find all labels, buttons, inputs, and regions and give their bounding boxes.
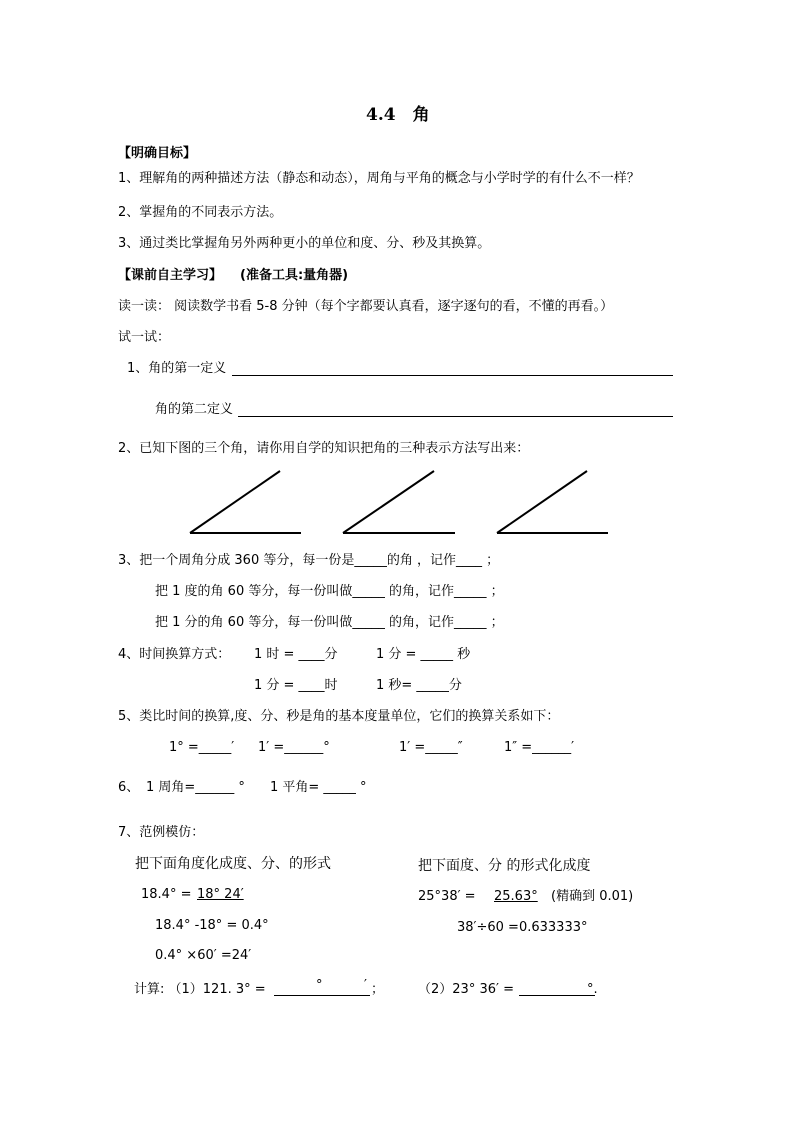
q5-prompt: 5、类比时间的换算,度、分、秒是角的基本度量单位，它们的换算关系如下： — [118, 709, 560, 724]
q1-first-definition-blank[interactable] — [232, 375, 673, 376]
example-left-step-1-lhs: 18.4° = — [141, 887, 192, 902]
q1-second-definition-label: 角的第二定义 — [155, 402, 234, 417]
calc-2-answer-blank[interactable] — [519, 995, 595, 996]
angle-figures — [180, 465, 620, 540]
calc-1-end: ； — [371, 982, 385, 997]
angle-2-slant-ray — [343, 471, 434, 533]
q2-prompt: 2、已知下图的三个角，请你用自学的知识把角的三种表示方法写出来： — [118, 441, 530, 456]
q3-line-2: 把 1 度的角 60 等分，每一份叫做_____ 的角，记作_____ ； — [155, 584, 504, 599]
q4-label: 4、时间换算方式： — [118, 647, 231, 662]
q6-label: 6、 — [118, 780, 140, 795]
goal-1: 1、理解角的两种描述方法（静态和动态），周角与平角的概念与小学时学的有什么不一样？ — [118, 171, 640, 186]
q4-hour-to-min: 1 时 = ____分 — [254, 647, 338, 662]
q6-full-angle: 1 周角=______ ° — [146, 780, 245, 795]
read-instruction: 读一读： 阅读数学书看 5-8 分钟（每个字都要认真看，逐字逐句的看，不懂的再看。） — [118, 299, 614, 314]
section-header-goals: 【明确目标】 — [118, 146, 197, 161]
example-left-step-1-answer: 18° 24′ — [197, 887, 244, 902]
q1-second-definition-blank[interactable] — [238, 416, 673, 417]
q5-second-to-minute: 1″ =______′ — [504, 740, 575, 755]
calc-2-prompt: （2）23° 36′ = — [418, 982, 514, 997]
angle-3-slant-ray — [497, 471, 587, 533]
q4-sec-to-min: 1 秒= _____分 — [376, 678, 462, 693]
angle-1-slant-ray — [190, 471, 280, 533]
calc-1-degree-mark: ° — [316, 978, 323, 993]
example-right-step-1-note: (精确到 0.01) — [551, 889, 634, 904]
example-right-title: 把下面度、分 的形式化成度 — [418, 858, 591, 874]
q5-degree-to-minute: 1° =_____′ — [169, 740, 235, 755]
q7-label: 7、范例模仿： — [118, 825, 205, 840]
try-label: 试一试： — [118, 330, 171, 345]
example-left-title: 把下面角度化成度、分、的形式 — [135, 856, 331, 872]
q6-straight-angle: 1 平角= _____ ° — [270, 780, 367, 795]
goal-3: 3、通过类比掌握角另外两种更小的单位和度、分、秒及其换算。 — [118, 236, 491, 251]
calc-1-answer-blank[interactable] — [274, 995, 370, 996]
example-right-step-2: 38′÷60 =0.633333° — [457, 920, 588, 935]
q4-min-to-hour: 1 分 = ____时 — [254, 678, 338, 693]
angle-figure-2 — [343, 471, 455, 533]
q5-minute-to-degree: 1′ =______° — [258, 740, 330, 755]
example-right-step-1-answer: 25.63° — [494, 889, 538, 904]
example-left-step-2: 18.4° -18° = 0.4° — [155, 918, 269, 933]
q3-line-1: 3、把一个周角分成 360 等分，每一份是_____的角 ，记作____ ； — [118, 553, 500, 568]
goal-2: 2、掌握角的不同表示方法。 — [118, 205, 283, 220]
q3-line-3: 把 1 分的角 60 等分，每一份叫做_____ 的角，记作_____ ； — [155, 615, 504, 630]
section-header-self-study: 【课前自主学习】 — [118, 268, 223, 283]
example-left-step-3: 0.4° ×60′ =24′ — [155, 948, 252, 963]
calc-1-prompt: 计算: （1）121. 3° = — [134, 982, 266, 997]
calc-1-minute-mark: ′ — [364, 978, 367, 993]
q4-min-to-sec: 1 分 = _____ 秒 — [376, 647, 471, 662]
angle-figure-1 — [190, 471, 301, 533]
q5-minute-to-second: 1′ =_____″ — [399, 740, 463, 755]
tools-note: (准备工具:量角器) — [240, 268, 349, 283]
q1-first-definition-label: 1、角的第一定义 — [127, 361, 227, 376]
calc-2-end: °. — [587, 982, 598, 997]
page-title: 4.4 角 — [366, 105, 430, 125]
angle-figure-3 — [497, 471, 608, 533]
example-right-step-1-lhs: 25°38′ = — [418, 889, 476, 904]
